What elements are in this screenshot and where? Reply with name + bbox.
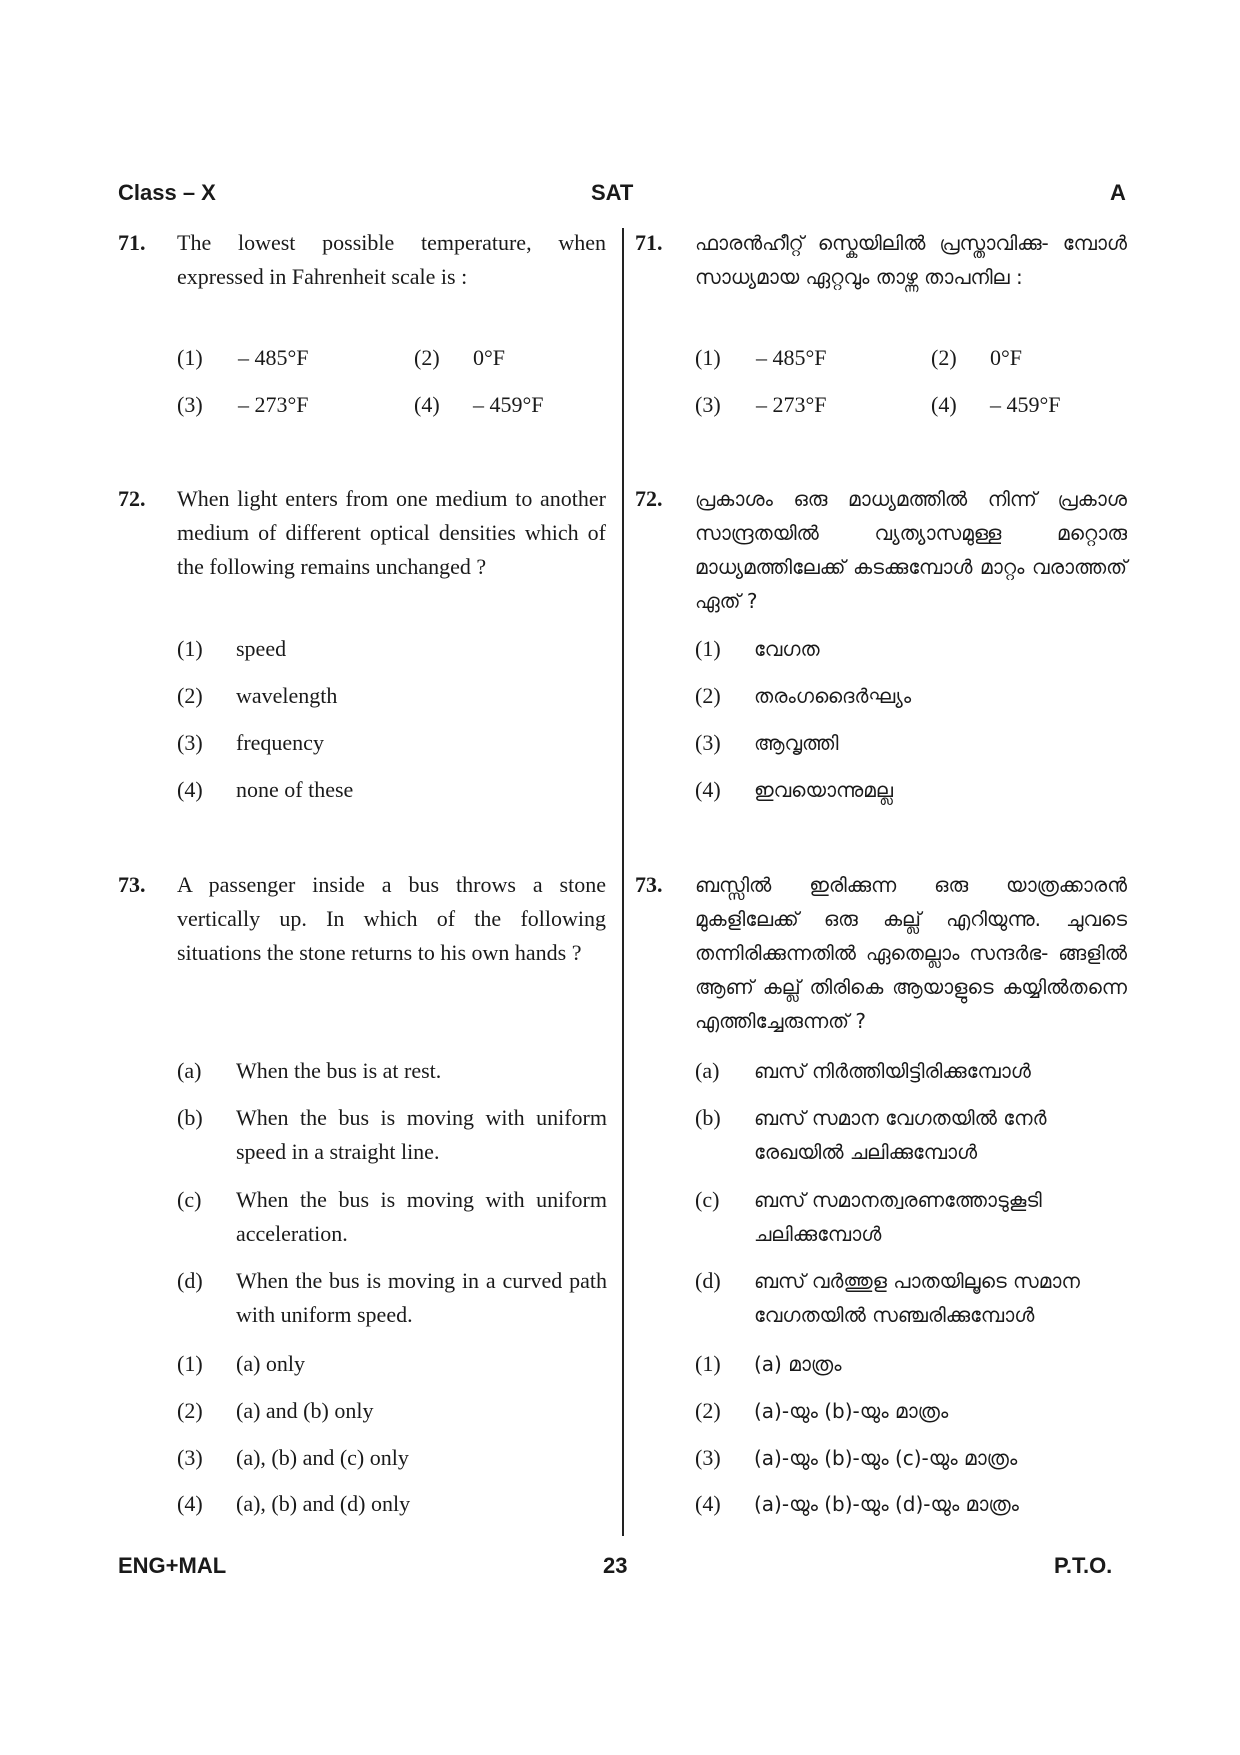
header-exam: SAT	[591, 180, 634, 205]
situation-label: (d)	[695, 1268, 721, 1293]
option-3-label: (3)	[177, 392, 203, 417]
question-number: 71.	[118, 230, 146, 255]
option-1-text: – 485°F	[238, 345, 309, 370]
question-71-ml	[635, 226, 1127, 336]
question-text: പ്രകാശം ഒരു മാധ്യമത്തിൽ നിന്ന് പ്രകാശ സാന്ദ്രതയിൽ വ്യത്യാസമുള്ള മറ്റൊരു മാധ്യമത്തിലേക്ക് കടക്കുമ്പോൾ മാറ്റം വരാത്തത് ഏത് ?	[695, 487, 1127, 613]
option-4-label: (4)	[695, 1491, 721, 1516]
question-number: 73.	[635, 872, 663, 897]
question-73-ml	[635, 868, 1127, 1038]
option-1-label: (1)	[177, 345, 203, 370]
question-73-en	[118, 868, 606, 1004]
option-3-text: (a), (b) and (c) only	[236, 1445, 409, 1470]
option-3-label: (3)	[695, 730, 721, 755]
situation-text: When the bus is moving with uniform acceleration.	[236, 1187, 607, 1246]
question-number: 71.	[635, 230, 663, 255]
page-number: 23	[603, 1553, 628, 1578]
header-series: A	[1110, 180, 1126, 205]
option-4-label: (4)	[695, 777, 721, 802]
option-3-text: ആവൃത്തി	[754, 731, 839, 755]
option-3-text: – 273°F	[756, 392, 827, 417]
option-4-text: (a), (b) and (d) only	[236, 1491, 411, 1516]
situation-label: (c)	[695, 1187, 720, 1212]
option-2-label: (2)	[177, 1398, 203, 1423]
question-number: 72.	[118, 486, 146, 511]
option-2-text: 0°F	[990, 345, 1023, 370]
option-1-label: (1)	[177, 636, 203, 661]
option-row	[695, 388, 1125, 422]
situation-text: When the bus is moving in a curved path with uniform speed.	[236, 1268, 607, 1327]
question-text: ബസ്സിൽ ഇരിക്കുന്ന ഒരു യാത്രക്കാരൻ മുകളിലേക്ക് ഒരു കല്ല് എറിയുന്നു. ചുവടെ തന്നിരിക്കുന്നതിൽ ഏതെല്ലാം സന്ദർഭ- ങ്ങളിൽ ആണ് കല്ല് തിരികെ ആയാളുടെ കയ്യിൽതന്നെ എത്തിച്ചേരുന്നത് ?	[695, 873, 1127, 1033]
option-2-label: (2)	[414, 345, 440, 370]
situation-label: (d)	[177, 1268, 203, 1293]
option-3-label: (3)	[177, 730, 203, 755]
option-4-label: (4)	[177, 777, 203, 802]
option-2-text: (a) and (b) only	[236, 1398, 374, 1423]
option-1-label: (1)	[695, 345, 721, 370]
situation-label: (b)	[177, 1105, 203, 1130]
option-row	[177, 341, 607, 375]
option-2-label: (2)	[177, 683, 203, 708]
question-text: The lowest possible temperature, when expressed in Fahrenheit scale is :	[177, 230, 606, 289]
header-class: Class – X	[118, 180, 216, 205]
situation-label: (a)	[177, 1058, 202, 1083]
question-number: 72.	[635, 486, 663, 511]
option-3-label: (3)	[695, 392, 721, 417]
situation-text: ബസ് വർത്തുള പാതയിലൂടെ സമാന വേഗതയിൽ സഞ്ചരിക്കുമ്പോൾ	[754, 1269, 1080, 1327]
option-2-label: (2)	[931, 345, 957, 370]
option-3-text: frequency	[236, 730, 324, 755]
option-2-label: (2)	[695, 683, 721, 708]
option-2-label: (2)	[695, 1398, 721, 1423]
footer-pto: P.T.O.	[1054, 1553, 1113, 1578]
option-3-text: (a)-യും (b)-യും (c)-യും മാത്രം	[754, 1446, 1018, 1470]
footer-language: ENG+MAL	[118, 1553, 227, 1578]
option-1-text: വേഗത	[754, 637, 820, 661]
column-divider	[622, 228, 624, 1536]
option-1-text: (a) only	[236, 1351, 306, 1376]
question-72-en	[118, 482, 606, 618]
option-4-text: ഇവയൊന്നുമല്ല	[754, 778, 893, 802]
situation-text: When the bus is moving with uniform speed in a straight line.	[236, 1105, 607, 1164]
option-4-text: – 459°F	[990, 392, 1061, 417]
option-3-label: (3)	[695, 1445, 721, 1470]
option-2-text: തരംഗദൈർഘ്യം	[754, 684, 912, 708]
option-2-text: 0°F	[473, 345, 506, 370]
question-71-en	[118, 226, 606, 296]
option-4-label: (4)	[931, 392, 957, 417]
situation-text: ബസ് സമാനത്വരണത്തോടുകൂടി ചലിക്കുമ്പോൾ	[754, 1188, 1042, 1246]
option-1-text: – 485°F	[756, 345, 827, 370]
situation-text: ബസ് നിർത്തിയിട്ടിരിക്കുമ്പോൾ	[754, 1059, 1031, 1083]
question-72-ml	[635, 482, 1127, 618]
option-4-text: (a)-യും (b)-യും (d)-യും മാത്രം	[754, 1492, 1019, 1516]
question-text: A passenger inside a bus throws a stone vertically up. In which of the following situations the stone returns to his own hands ?	[177, 872, 606, 965]
situation-text: ബസ് സമാന വേഗതയിൽ നേർ രേഖയിൽ ചലിക്കുമ്പോൾ	[754, 1106, 1047, 1164]
option-1-text: (a) മാത്രം	[754, 1352, 842, 1376]
question-text: When light enters from one medium to another medium of different optical densities which of the following remains unchanged ?	[177, 486, 606, 579]
option-4-label: (4)	[414, 392, 440, 417]
option-3-text: – 273°F	[238, 392, 309, 417]
question-number: 73.	[118, 872, 146, 897]
option-2-text: (a)-യും (b)-യും മാത്രം	[754, 1399, 949, 1423]
question-text: ഫാരൻഹീറ്റ് സ്കെയിലിൽ പ്രസ്താവിക്കു- മ്പോൾ സാധ്യമായ ഏറ്റവും താഴ്ന്ന താപനില :	[695, 231, 1127, 289]
option-4-label: (4)	[177, 1491, 203, 1516]
option-4-text: – 459°F	[473, 392, 544, 417]
situation-label: (c)	[177, 1187, 202, 1212]
option-1-label: (1)	[695, 636, 721, 661]
option-row	[177, 388, 607, 422]
situation-label: (b)	[695, 1105, 721, 1130]
situation-label: (a)	[695, 1058, 720, 1083]
option-1-label: (1)	[695, 1351, 721, 1376]
option-4-text: none of these	[236, 777, 354, 802]
option-row	[695, 341, 1125, 375]
option-1-text: speed	[236, 636, 287, 661]
option-1-label: (1)	[177, 1351, 203, 1376]
option-3-label: (3)	[177, 1445, 203, 1470]
option-2-text: wavelength	[236, 683, 338, 708]
situation-text: When the bus is at rest.	[236, 1058, 442, 1083]
